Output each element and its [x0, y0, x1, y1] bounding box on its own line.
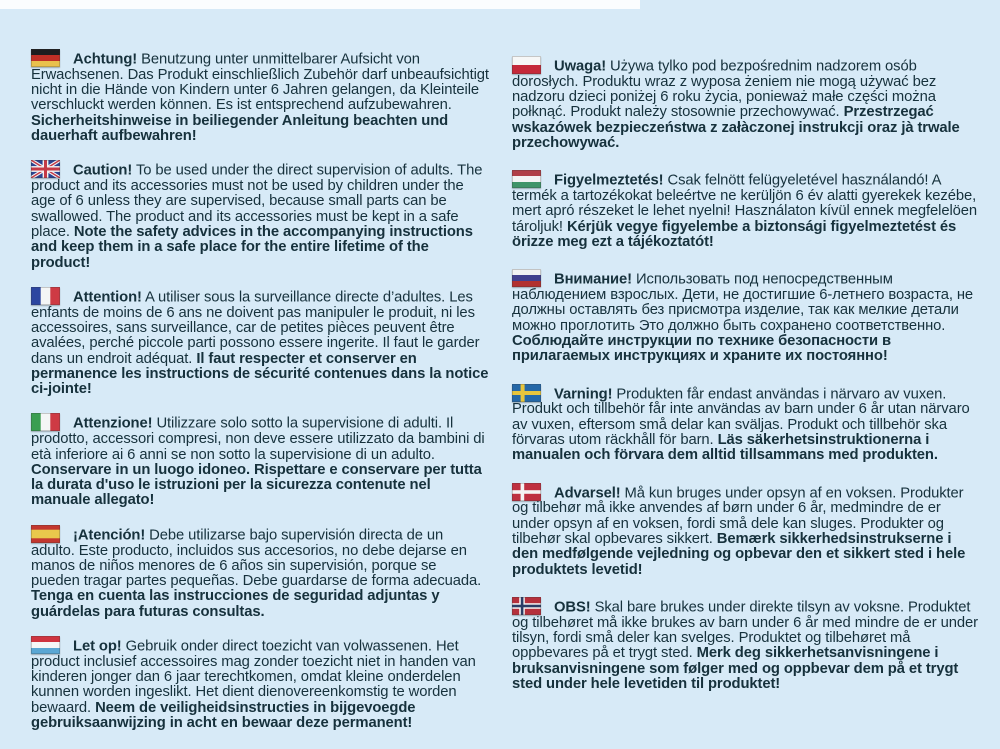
warning-body-text: Produkten får endast användas i närvaro av vuxen. Produkt och tillbehör får inte användas av barn under 6 år utan närvaro av vuxen, eftersom små delar kan sväljas. Produkt och tillbehör ska förvaras utom räckhåll för barn. [512, 386, 974, 448]
warning-emphasis-text: Attention! [73, 289, 142, 306]
warning-block-spanish [31, 525, 489, 620]
warning-emphasis-text: Neem de veiligheidsinstructies in bijgevoegde gebruiksaanwijzing in acht en bewaar deze permanent! [31, 699, 420, 731]
warning-body-text: Debe utilizarse bajo supervisión directa de un adulto. Este producto, incluidos sus accesorios, no debe dejarse en manos de niños menores de 6 años sin supervisión, porque se pueden tragar partes pequeñas. Debe guardarse de forma adecuada. [31, 527, 486, 590]
warnings-column-left [31, 49, 493, 731]
warning-emphasis-text: Note the safety advices in the accompanying instructions and keep them in a safe place for the entire lifetime of the product! [31, 223, 477, 271]
warning-body-text: Używa tylko pod bezpośrednim nadzorem osób dorosłych. Produktu wraz z wyposa żeniem nie mogą używać bez nadzoru dzieci poniżej 6 roku życia, ponieważ małe części można połknąć. Produkt należy stosownie przechowywać. [512, 58, 941, 121]
warning-block-polish [512, 56, 978, 151]
warning-block-dutch [31, 636, 489, 731]
warning-emphasis-text: Achtung! [73, 51, 138, 68]
warning-body-text: Использовать под непосредственным наблюдением взрослых. Дети, не достигшие 6-летнего возраста, не должны оставлять без присмотра изделие, так как мелкие детали можно проглотить Это должно быть сохранено соответственно. [512, 271, 978, 334]
poland-flag-icon [512, 56, 541, 74]
warning-emphasis-text: Bemærk sikkerhedsinstrukserne i den medfølgende vejledning og opbevar den et sikkert sted i hele produktets levetid! [512, 530, 970, 578]
france-flag-icon [31, 287, 60, 305]
page-top-edge [0, 0, 640, 9]
warning-body-text: Benutzung unter unmittelbarer Aufsicht von Erwachsenen. Das Produkt einschließlich Zubehör darf unbeaufsichtigt nicht in die Hände von Kindern unter 6 Jahren gelangen, da Kleinteile verschluckt werden können. Es ist entsprechend aufzubewahren. [31, 51, 493, 114]
warning-emphasis-text: Uwaga! [554, 58, 607, 75]
warning-emphasis-text: Przestrzegać wskazówek bezpieczeństwa z załàczonej instrukcji oraz jà trwale przechowywać. [512, 104, 964, 151]
warning-body-text: Må kun bruges under opsyn af en voksen. Produkter og tilbehør må ikke anvendes af børn under 6 år, medmindre de er under opsyn af en voksen, fordi små dele kan sluges. Produkter og tilbehør skal opbevares sikkert. [512, 485, 968, 547]
warning-block-german [31, 49, 493, 144]
warnings-column-right [512, 56, 982, 692]
denmark-flag-icon [512, 483, 541, 501]
warning-emphasis-text: Varning! [554, 386, 613, 403]
warning-emphasis-text: Соблюдайте инструкции по технике безопасности в прилагаемых инструкциях и храните их постоянно! [512, 332, 896, 365]
warning-block-italian [31, 413, 489, 508]
russia-flag-icon [512, 269, 541, 287]
sweden-flag-icon [512, 384, 541, 402]
warning-block-norwegian [512, 597, 982, 692]
warning-emphasis-text: Caution! [73, 162, 133, 179]
warning-block-swedish [512, 384, 978, 464]
warning-emphasis-text: Kérjük vegye figyelembe a biztonsági figyelmeztetést és örizze meg ezt a tájékoztatót! [512, 218, 961, 250]
hungary-flag-icon [512, 170, 541, 188]
germany-flag-icon [31, 49, 60, 67]
luxembourg-flag-icon [31, 636, 60, 654]
warning-body-text: To be used under the direct supervision of adults. The product and its accessories must not be used by children under the age of 6 unless they are supervised, because small parts can be swallowed. The product and its accessories must be kept in a safe place. [31, 162, 487, 240]
uk-flag-icon [31, 160, 60, 178]
italy-flag-icon [31, 413, 60, 431]
warning-emphasis-text: Внимание! [554, 271, 632, 288]
warning-body-text: A utiliser sous la surveillance directe d’adultes. Les enfants de moins de 6 ans ne doivent pas manipuler le produit, ni les accessoires, sans surveillance, car de petites pièces peuvent être avalées, perché piccole parti possono essere ingerite. Il faut le garder dans un endroit adéquat. [31, 289, 484, 367]
warning-block-french [31, 287, 493, 398]
warning-emphasis-text: Sicherheitshinweise in beiliegender Anleitung beachten und dauerhaft aufbewahren! [31, 112, 453, 144]
warning-body-text: Utilizzare solo sotto la supervisione di adulti. Il prodotto, accessori compresi, non deve essere utilizzato da bambini di età inferiore ai 6 anni se non sotto la supervisione di un adulto. [31, 415, 489, 463]
warning-block-russian [512, 269, 978, 364]
warning-emphasis-text: Conservare in un luogo idoneo. Rispettare e conservare per tutta la durata d'uso le istruzioni per la sicurezza contenute nel manuale allegato! [31, 461, 486, 509]
warning-body-text: Skal bare brukes under direkte tilsyn av voksne. Produktet og tilbehøret må ikke brukes av barn under 6 år med mindre de er under tilsyn, fordi små deler kan svelges. Produktet og tilbehøret må oppbevares på et trygt sted. [512, 599, 982, 662]
warning-body-text: Gebruik onder direct toezicht van volwassenen. Het product inclusief accessoires mag zonder toezicht niet in handen van kinderen jonger dan 6 jaar terechtkomen, omdat kleine onderdelen kunnen worden ingeslikt. Het dient dienovereenkomstig te worden bewaard. [31, 638, 480, 716]
warning-emphasis-text: Let op! [73, 638, 122, 655]
warning-emphasis-text: Attenzione! [73, 415, 153, 432]
warning-emphasis-text: Advarsel! [554, 485, 621, 502]
warning-emphasis-text: Figyelmeztetés! [554, 172, 664, 189]
warning-block-english [31, 160, 489, 271]
warning-emphasis-text: ¡Atención! [73, 527, 146, 544]
warning-emphasis-text: Tenga en cuenta las instrucciones de seguridad adjuntas y guárdelas para futuras consultas. [31, 588, 444, 620]
spain-flag-icon [31, 525, 60, 543]
norway-flag-icon [512, 597, 541, 615]
warning-block-danish [512, 483, 978, 578]
warning-emphasis-text: OBS! [554, 599, 591, 616]
warning-body-text: Csak felnött felügyeletével használandó! A termék a tartozékokat beleértve ne kerüljön 6 év alatti gyerekek kezébe, mert apró részeket le lehet nyelni! Használaton kívül ennek megfelelöen tároljuk! [512, 172, 982, 235]
warning-block-hungarian [512, 170, 982, 250]
warning-emphasis-text: Läs säkerhetsinstruktionerna i manualen och förvara dem alltid tillsammans med produkten. [512, 431, 938, 464]
warning-emphasis-text: Merk deg sikkerhetsanvisningene i bruksanvisningene som følger med og oppbevar dem på et trygt sted under hele levetiden til produktet! [512, 645, 963, 692]
warning-emphasis-text: Il faut respecter et conserver en permanence les instructions de sécurité contenues dans la notice ci-jointe! [31, 350, 493, 398]
